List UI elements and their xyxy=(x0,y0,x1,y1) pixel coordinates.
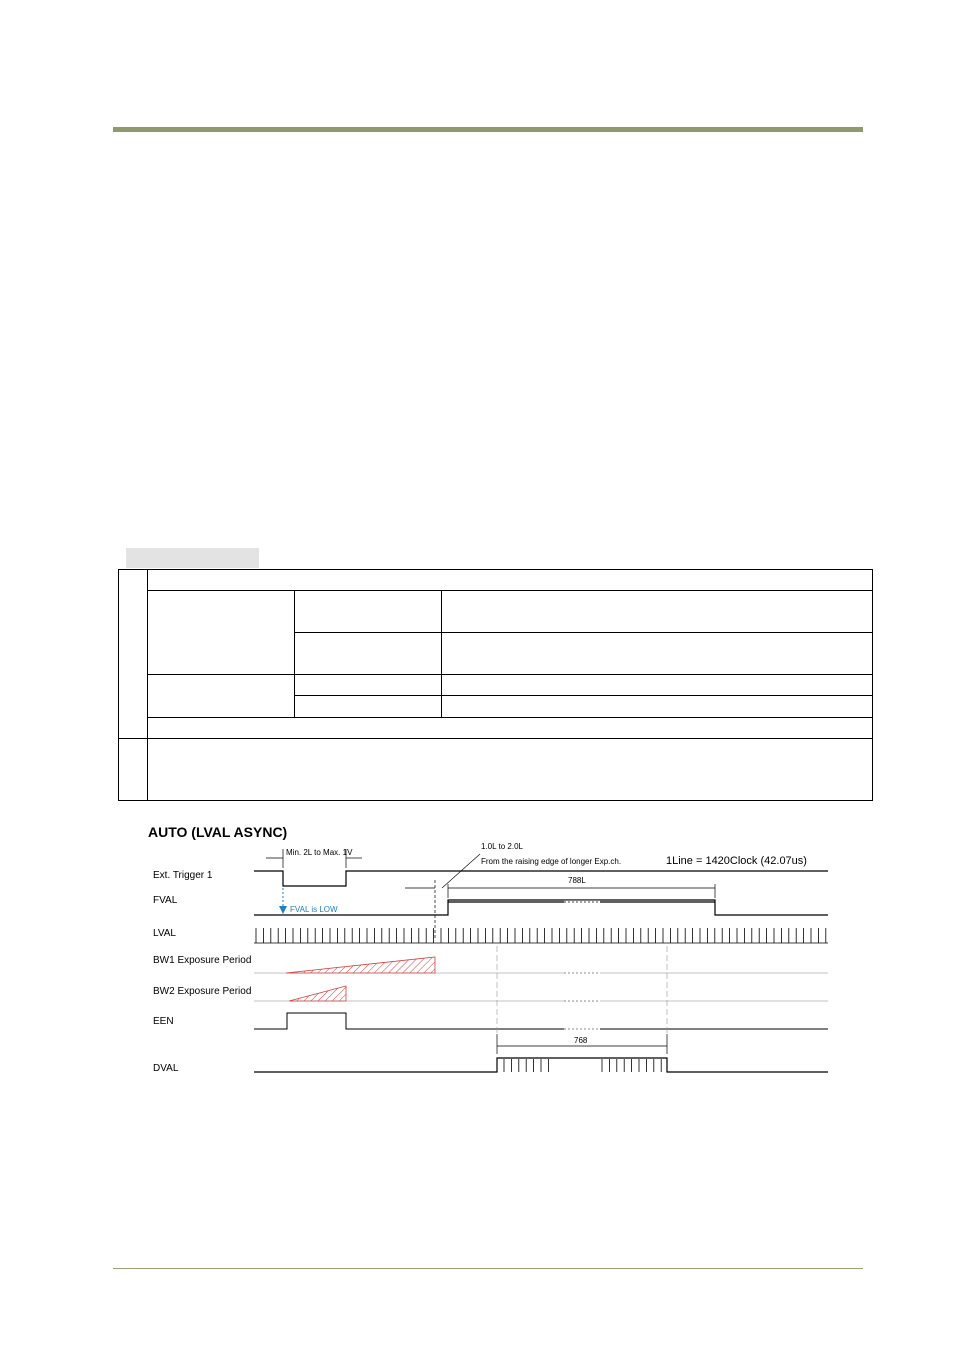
row-group-cell xyxy=(119,570,148,739)
fval-duration: 788L xyxy=(568,876,586,885)
table-cell xyxy=(295,696,442,718)
dval-duration: 768 xyxy=(574,1036,588,1045)
timing-diagram-svg xyxy=(140,818,840,1083)
diagram-title: AUTO (LVAL ASYNC) xyxy=(148,824,288,840)
label-een: EEN xyxy=(153,1016,174,1027)
table-cell xyxy=(148,591,295,675)
delay-note-2: From the raising edge of longer Exp.ch. xyxy=(481,857,622,866)
table-cell xyxy=(442,591,873,633)
table-caption-tab xyxy=(126,548,259,568)
table-cell xyxy=(442,696,873,718)
label-lval: LVAL xyxy=(153,928,176,939)
bw2-exposure xyxy=(289,986,346,1001)
table-cell xyxy=(442,675,873,696)
header-rule xyxy=(113,127,863,132)
label-bw1: BW1 Exposure Period xyxy=(153,955,252,966)
dval-ticks xyxy=(504,1059,661,1072)
label-dval: DVAL xyxy=(153,1063,179,1074)
table-cell xyxy=(442,633,873,675)
table-cell xyxy=(295,633,442,675)
table-cell xyxy=(148,570,873,591)
line-info: 1Line = 1420Clock (42.07us) xyxy=(666,855,807,867)
timing-diagram xyxy=(140,818,840,1088)
bw1-exposure xyxy=(286,957,435,973)
table-cell xyxy=(148,739,873,801)
label-fval: FVAL xyxy=(153,895,178,906)
arrow-down-icon xyxy=(279,906,287,914)
min-max-note: Min. 2L to Max. 1V xyxy=(286,848,353,857)
label-trigger: Ext. Trigger 1 xyxy=(153,870,213,881)
spec-table xyxy=(118,569,873,801)
table-cell xyxy=(295,591,442,633)
footer-rule xyxy=(113,1268,863,1269)
row-group-cell xyxy=(119,739,148,801)
lval-ticks xyxy=(256,928,826,943)
table-cell xyxy=(148,718,873,739)
een-waveform xyxy=(254,1013,828,1029)
label-bw2: BW2 Exposure Period xyxy=(153,986,252,997)
delay-note: 1.0L to 2.0L xyxy=(481,842,523,851)
trigger-waveform xyxy=(254,871,828,886)
table-cell xyxy=(148,675,295,718)
fval-low-note: FVAL is LOW xyxy=(290,905,338,914)
table-cell xyxy=(295,675,442,696)
